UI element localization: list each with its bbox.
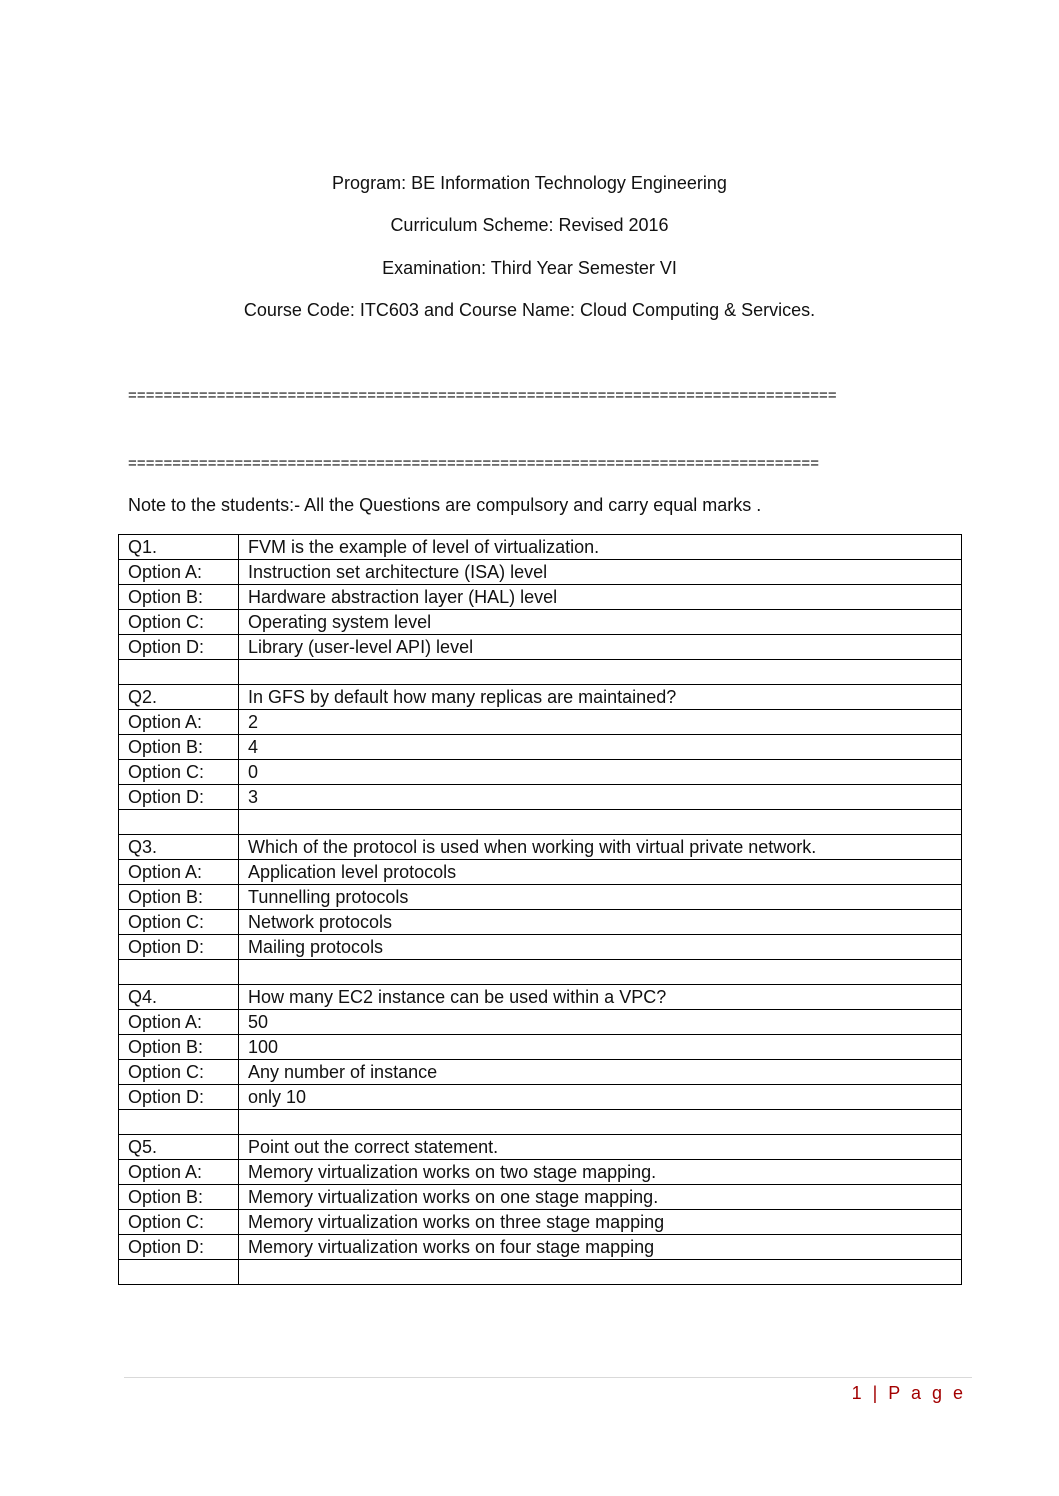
option-row <box>119 860 962 885</box>
header-curriculum: Curriculum Scheme: Revised 2016 <box>390 215 669 235</box>
option-label: Option B: <box>119 1185 239 1210</box>
question-row <box>119 985 962 1010</box>
option-label: Option D: <box>119 785 239 810</box>
separator-line-1: ================================================================================ <box>128 387 837 404</box>
blank-cell <box>119 1260 239 1285</box>
header-examination: Examination: Third Year Semester VI <box>382 258 677 278</box>
option-row <box>119 1185 962 1210</box>
option-label: Option A: <box>119 860 239 885</box>
question-row <box>119 835 962 860</box>
option-row <box>119 1235 962 1260</box>
option-text: Any number of instance <box>239 1060 962 1085</box>
option-text: Memory virtualization works on four stage mapping <box>239 1235 962 1260</box>
blank-cell <box>119 660 239 685</box>
option-row <box>119 910 962 935</box>
option-row <box>119 760 962 785</box>
option-label: Option A: <box>119 560 239 585</box>
option-text: Memory virtualization works on one stage mapping. <box>239 1185 962 1210</box>
questions-table-body <box>119 535 962 1285</box>
option-text: Network protocols <box>239 910 962 935</box>
question-row <box>119 1135 962 1160</box>
note-to-students: Note to the students:- All the Questions are compulsory and carry equal marks . <box>128 495 762 515</box>
question-label: Q3. <box>119 835 239 860</box>
option-label: Option C: <box>119 1060 239 1085</box>
option-row <box>119 1060 962 1085</box>
blank-row <box>119 810 962 835</box>
questions-table <box>118 534 962 1285</box>
option-label: Option B: <box>119 1035 239 1060</box>
option-row <box>119 710 962 735</box>
question-label: Q1. <box>119 535 239 560</box>
question-text: In GFS by default how many replicas are maintained? <box>239 685 962 710</box>
option-text: Tunnelling protocols <box>239 885 962 910</box>
option-label: Option D: <box>119 1085 239 1110</box>
option-row <box>119 735 962 760</box>
question-label: Q5. <box>119 1135 239 1160</box>
option-text: Application level protocols <box>239 860 962 885</box>
option-label: Option B: <box>119 585 239 610</box>
option-label: Option D: <box>119 1235 239 1260</box>
blank-cell <box>239 660 962 685</box>
option-row <box>119 585 962 610</box>
option-row <box>119 1085 962 1110</box>
option-row <box>119 1160 962 1185</box>
option-text: 50 <box>239 1010 962 1035</box>
option-text: Hardware abstraction layer (HAL) level <box>239 585 962 610</box>
blank-cell <box>239 1260 962 1285</box>
option-label: Option B: <box>119 885 239 910</box>
option-label: Option D: <box>119 635 239 660</box>
blank-row <box>119 1110 962 1135</box>
option-row <box>119 885 962 910</box>
question-text: FVM is the example of level of virtualization. <box>239 535 962 560</box>
option-label: Option C: <box>119 760 239 785</box>
blank-row <box>119 660 962 685</box>
option-text: Operating system level <box>239 610 962 635</box>
option-text: 100 <box>239 1035 962 1060</box>
separator-line-2: ============================================================================== <box>128 455 820 472</box>
blank-cell <box>119 810 239 835</box>
option-text: Memory virtualization works on two stage mapping. <box>239 1160 962 1185</box>
option-row <box>119 1210 962 1235</box>
page-number: 1 | P a g e <box>851 1383 966 1403</box>
option-label: Option D: <box>119 935 239 960</box>
option-row <box>119 935 962 960</box>
option-label: Option B: <box>119 735 239 760</box>
question-text: Point out the correct statement. <box>239 1135 962 1160</box>
question-label: Q2. <box>119 685 239 710</box>
option-row <box>119 610 962 635</box>
option-row <box>119 1010 962 1035</box>
option-label: Option C: <box>119 1210 239 1235</box>
blank-cell <box>239 810 962 835</box>
option-text: Mailing protocols <box>239 935 962 960</box>
blank-cell <box>119 1110 239 1135</box>
option-row <box>119 635 962 660</box>
option-text: 0 <box>239 760 962 785</box>
question-label: Q4. <box>119 985 239 1010</box>
option-row <box>119 1035 962 1060</box>
header-program: Program: BE Information Technology Engineering <box>332 173 727 193</box>
option-label: Option A: <box>119 1010 239 1035</box>
option-text: 3 <box>239 785 962 810</box>
option-label: Option C: <box>119 610 239 635</box>
option-text: Instruction set architecture (ISA) level <box>239 560 962 585</box>
question-row <box>119 535 962 560</box>
blank-cell <box>119 960 239 985</box>
option-label: Option A: <box>119 1160 239 1185</box>
option-row <box>119 785 962 810</box>
blank-row <box>119 1260 962 1285</box>
footer-rule <box>124 1377 972 1378</box>
blank-cell <box>239 960 962 985</box>
option-text: 2 <box>239 710 962 735</box>
option-label: Option C: <box>119 910 239 935</box>
blank-cell <box>239 1110 962 1135</box>
header-course: Course Code: ITC603 and Course Name: Cloud Computing & Services. <box>243 300 816 320</box>
question-text: Which of the protocol is used when working with virtual private network. <box>239 835 962 860</box>
option-text: Library (user-level API) level <box>239 635 962 660</box>
question-row <box>119 685 962 710</box>
option-text: 4 <box>239 735 962 760</box>
option-label: Option A: <box>119 710 239 735</box>
option-text: Memory virtualization works on three stage mapping <box>239 1210 962 1235</box>
option-row <box>119 560 962 585</box>
blank-row <box>119 960 962 985</box>
question-text: How many EC2 instance can be used within a VPC? <box>239 985 962 1010</box>
option-text: only 10 <box>239 1085 962 1110</box>
